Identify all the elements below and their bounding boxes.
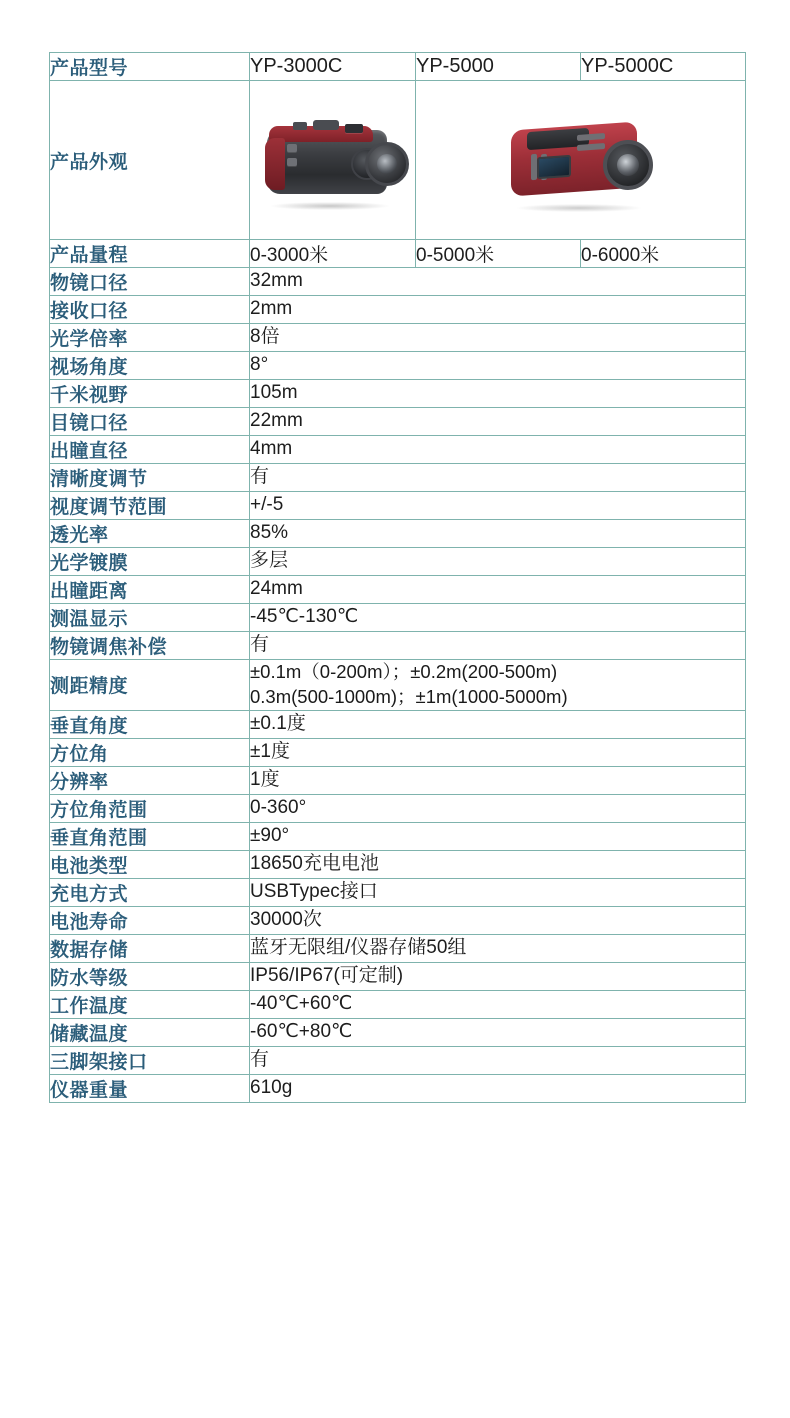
row-label: 方位角范围	[50, 794, 250, 822]
row-value: 105m	[250, 380, 746, 408]
row-label: 电池类型	[50, 850, 250, 878]
accuracy-line-1: ±0.1m（0-200m）；±0.2m(200-500m)	[250, 661, 558, 682]
row-label: 垂直角度	[50, 710, 250, 738]
row-value: ±90°	[250, 822, 746, 850]
spec-sheet	[49, 52, 745, 1103]
row-value: 2mm	[250, 296, 746, 324]
row-label: 千米视野	[50, 380, 250, 408]
row-value: 610g	[250, 1074, 746, 1102]
table-row-accuracy	[50, 660, 746, 711]
row-label: 出瞳直径	[50, 436, 250, 464]
row-value: ±1度	[250, 738, 746, 766]
row-label: 垂直角范围	[50, 822, 250, 850]
row-value: 85%	[250, 520, 746, 548]
row-label: 充电方式	[50, 878, 250, 906]
table-row	[50, 906, 746, 934]
table-row	[50, 962, 746, 990]
row-label: 方位角	[50, 738, 250, 766]
row-label: 分辨率	[50, 766, 250, 794]
table-row	[50, 934, 746, 962]
table-row-range	[50, 240, 746, 268]
table-row	[50, 990, 746, 1018]
table-row-appearance	[50, 81, 746, 240]
row-value: 24mm	[250, 576, 746, 604]
table-row	[50, 324, 746, 352]
row-value: USBTypec接口	[250, 878, 746, 906]
row-value: ±0.1度	[250, 710, 746, 738]
row-label-accuracy: 测距精度	[50, 660, 250, 711]
row-label: 清晰度调节	[50, 464, 250, 492]
table-row	[50, 492, 746, 520]
table-row	[50, 464, 746, 492]
row-value: 多层	[250, 548, 746, 576]
row-label: 物镜口径	[50, 268, 250, 296]
row-value: 1度	[250, 766, 746, 794]
row-label: 防水等级	[50, 962, 250, 990]
table-row	[50, 380, 746, 408]
row-value: 32mm	[250, 268, 746, 296]
table-row	[50, 766, 746, 794]
row-value: 有	[250, 632, 746, 660]
accuracy-value	[250, 660, 746, 711]
table-row	[50, 794, 746, 822]
row-label: 数据存储	[50, 934, 250, 962]
model-yp3000c: YP-3000C	[250, 53, 416, 81]
binocular-dark-red-device-image	[253, 104, 413, 216]
row-value: 8倍	[250, 324, 746, 352]
row-label: 视度调节范围	[50, 492, 250, 520]
row-value: -60℃+80℃	[250, 1018, 746, 1046]
table-row	[50, 1074, 746, 1102]
row-label: 仪器重量	[50, 1074, 250, 1102]
product-image-cell-2	[416, 81, 746, 240]
table-row	[50, 296, 746, 324]
row-label: 光学镀膜	[50, 548, 250, 576]
row-label: 储藏温度	[50, 1018, 250, 1046]
range-value-2: 0-5000米	[416, 240, 581, 268]
product-image-cell-1	[250, 81, 416, 240]
table-row	[50, 850, 746, 878]
row-value: 蓝牙无限组/仪器存储50组	[250, 934, 746, 962]
row-label: 接收口径	[50, 296, 250, 324]
row-label: 工作温度	[50, 990, 250, 1018]
table-row	[50, 548, 746, 576]
row-label: 光学倍率	[50, 324, 250, 352]
table-row	[50, 408, 746, 436]
table-row	[50, 520, 746, 548]
specification-table	[49, 52, 746, 1103]
table-row	[50, 268, 746, 296]
table-row	[50, 604, 746, 632]
row-label: 三脚架接口	[50, 1046, 250, 1074]
row-value: 0-360°	[250, 794, 746, 822]
row-value: -40℃+60℃	[250, 990, 746, 1018]
row-value: 有	[250, 1046, 746, 1074]
table-row-model	[50, 53, 746, 81]
row-label-appearance: 产品外观	[50, 81, 250, 240]
row-label-range: 产品量程	[50, 240, 250, 268]
table-row	[50, 822, 746, 850]
accuracy-line-2: 0.3m(500-1000m)；±1m(1000-5000m)	[250, 685, 568, 707]
row-label: 出瞳距离	[50, 576, 250, 604]
row-label: 视场角度	[50, 352, 250, 380]
row-value: 22mm	[250, 408, 746, 436]
row-label-model: 产品型号	[50, 53, 250, 81]
binocular-red-device-image	[501, 104, 661, 216]
range-value-1: 0-3000米	[250, 240, 416, 268]
table-row	[50, 436, 746, 464]
table-row	[50, 1018, 746, 1046]
table-row	[50, 738, 746, 766]
row-value: 30000次	[250, 906, 746, 934]
row-value: 8°	[250, 352, 746, 380]
table-row	[50, 878, 746, 906]
row-value: 有	[250, 464, 746, 492]
row-value: IP56/IP67(可定制)	[250, 962, 746, 990]
row-label: 目镜口径	[50, 408, 250, 436]
table-row	[50, 632, 746, 660]
range-value-3: 0-6000米	[581, 240, 746, 268]
row-value: -45℃-130℃	[250, 604, 746, 632]
row-label: 电池寿命	[50, 906, 250, 934]
row-value: +/-5	[250, 492, 746, 520]
row-label: 测温显示	[50, 604, 250, 632]
table-row	[50, 576, 746, 604]
table-row	[50, 1046, 746, 1074]
table-row	[50, 352, 746, 380]
row-value: 18650充电电池	[250, 850, 746, 878]
row-label: 透光率	[50, 520, 250, 548]
table-row	[50, 710, 746, 738]
model-yp5000c: YP-5000C	[581, 53, 746, 81]
model-yp5000: YP-5000	[416, 53, 581, 81]
row-value: 4mm	[250, 436, 746, 464]
row-label: 物镜调焦补偿	[50, 632, 250, 660]
